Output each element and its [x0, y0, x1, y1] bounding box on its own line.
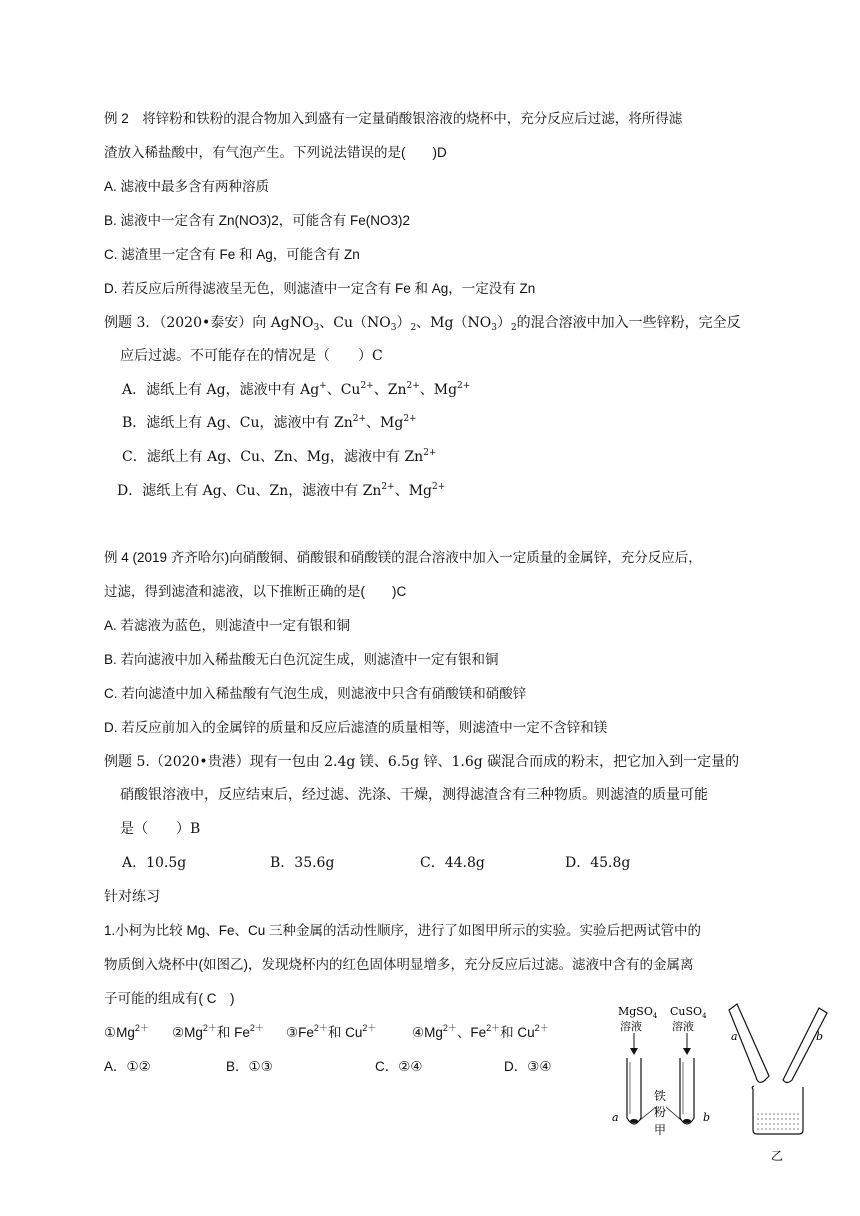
ex3-option-c: C．滤纸上有 Ag、Cu、Zn、Mg，滤液中有 $Zn^{2+}$ [122, 448, 437, 465]
ex4-option-a: A. 若滤液为蓝色，则滤渣中一定有银和铜 [104, 618, 351, 633]
practice-option-b: B．①③ [226, 1059, 273, 1074]
choice-2: $②Mg^{2+}$和 $Fe^{2+}$ [172, 1023, 264, 1040]
mgso4-label: MgSO$_4$ [618, 1005, 658, 1020]
ex2-option-b: B. 滤液中一定含有 Zn(NO3)2，可能含有 Fe(NO3)2 [104, 213, 411, 228]
iron-powder-b [683, 1119, 691, 1123]
experiment-figure [604, 1000, 834, 1165]
tilted-tube-label-b: b [816, 1030, 824, 1043]
tilted-tube-a [729, 1004, 769, 1082]
practice-heading: 针对练习 [104, 889, 160, 905]
practice-q1-options [0, 1057, 600, 1077]
practice-q1-choices [0, 1023, 600, 1043]
mgso4-solution-label: 溶液 [620, 1020, 642, 1033]
cuso4-solution-label: 溶液 [672, 1020, 694, 1033]
pointer-b [666, 1107, 681, 1120]
ex5-option-d: D．45.8g [565, 855, 631, 871]
practice-q1-line2: 物质倒入烧杯中(如图乙)，发现烧杯内的红色固体明显增多，充分反应后过滤。滤液中含有的金属离 [104, 957, 694, 972]
figure-jia [612, 1005, 710, 1137]
ex5-option-c: C．44.8g [420, 855, 485, 871]
iron-powder-a [630, 1119, 638, 1123]
figure-label-jia: 甲 [654, 1123, 667, 1137]
choice-3: $③Fe^{2+}$和 $Cu^{2+}$ [286, 1023, 377, 1040]
ex4-option-d: D. 若反应前加入的金属锌的质量和反应后滤渣的质量相等，则滤渣中一定不含锌和镁 [104, 720, 608, 735]
figure-label-yi: 乙 [771, 1149, 784, 1163]
tilted-tube-b [783, 1008, 827, 1083]
ex2-stem-line2: 渣放入稀盐酸中，有气泡产生。下列说法错误的是( )D [104, 145, 447, 160]
ex5-option-b: B．35.6g [270, 855, 335, 871]
iron-label-2: 粉 [654, 1105, 667, 1119]
test-tube-a [627, 1058, 641, 1124]
ex4-option-b: B. 若向滤液中加入稀盐酸无白色沉淀生成，则滤渣中一定有银和铜 [104, 652, 499, 667]
arrow-right-head [683, 1048, 691, 1055]
ex5-stem-line3: 是（ ）B [120, 821, 201, 837]
ex4-option-c: C. 若向滤渣中加入稀盐酸有气泡生成，则滤液中只含有硝酸镁和硝酸锌 [104, 686, 527, 701]
practice-q1-line1: 1.小柯为比较 Mg、Fe、Cu 三种金属的活动性顺序，进行了如图甲所示的实验。实验后把两试管中的 [104, 923, 702, 938]
ex4-stem-line1: 例 4 (2019 齐齐哈尔)向硝酸铜、硝酸银和硝酸镁的混合溶液中加入一定质量的金属锌，充分反应后， [104, 550, 702, 565]
practice-q1-line3: 子可能的组成有( C ) [104, 991, 235, 1006]
ex3-option-a: A．滤纸上有 Ag，滤液中有 Ag+、$Cu^{2+}$、$Zn^{2+}$、$Mg^{2+}$ [122, 381, 471, 398]
tube-label-a: a [612, 1111, 619, 1124]
ex2-option-a: A. 滤液中最多含有两种溶质 [104, 179, 270, 194]
test-tube-b [680, 1058, 694, 1124]
ex2-option-c: C. 滤渣里一定含有 Fe 和 Ag，可能含有 Zn [104, 247, 360, 262]
ex5-option-a: A．10.5g [122, 855, 187, 871]
choice-1: $①Mg^{2+}$ [104, 1023, 149, 1040]
practice-option-a: A．①② [104, 1059, 151, 1074]
practice-option-c: C．②④ [375, 1059, 423, 1074]
ex5-options [0, 853, 860, 873]
beaker [752, 1086, 803, 1134]
ex3-stem-line2: 应后过滤。不可能存在的情况是（ ）C [120, 348, 383, 364]
ex3-option-d: D．滤纸上有 Ag、Cu、Zn，滤液中有 $Zn^{2+}$、$Mg^{2+}$ [117, 482, 446, 499]
arrow-left-head [630, 1048, 638, 1055]
tube-label-b: b [703, 1111, 711, 1124]
figure-yi [729, 1004, 827, 1163]
practice-option-d: D．③④ [504, 1059, 552, 1074]
ex4-stem-line2: 过滤，得到滤渣和滤液，以下推断正确的是( )C [104, 584, 407, 599]
tilted-tube-label-a: a [731, 1030, 738, 1043]
choice-4: $④Mg^{2+}$、$Fe^{2+}$和 $Cu^{2+}$ [412, 1023, 549, 1040]
ex3-stem-line1: 例题 3．（2020•泰安）向 AgNO$_3$、$Cu(NO_3)_2$、$Mg(NO_3)_2$的混合溶液中加入一些锌粉，完全反 [104, 315, 741, 333]
ex5-stem-line2: 硝酸银溶液中，反应结束后，经过滤、洗涤、干燥，测得滤渣含有三种物质。则滤渣的质量可能 [120, 787, 708, 803]
cuso4-label: CuSO$_4$ [670, 1005, 707, 1020]
iron-label-1: 铁 [654, 1089, 667, 1103]
ex3-option-b: B．滤纸上有 Ag、Cu，滤液中有 $Zn^{2+}$、$Mg^{2+}$ [122, 414, 417, 431]
ex2-stem-line1: 例 2 将锌粉和铁粉的混合物加入到盛有一定量硝酸银溶液的烧杯中，充分反应后过滤，将所得滤 [104, 111, 683, 126]
ex2-option-d: D. 若反应后所得滤液呈无色，则滤渣中一定含有 Fe 和 Ag，一定没有 Zn [104, 281, 536, 296]
ex5-stem-line1: 例题 5.（2020•贵港）现有一包由 2.4g 镁、6.5g 锌、1.6g 碳混合而成的粉末，把它加入到一定量的 [104, 754, 740, 770]
